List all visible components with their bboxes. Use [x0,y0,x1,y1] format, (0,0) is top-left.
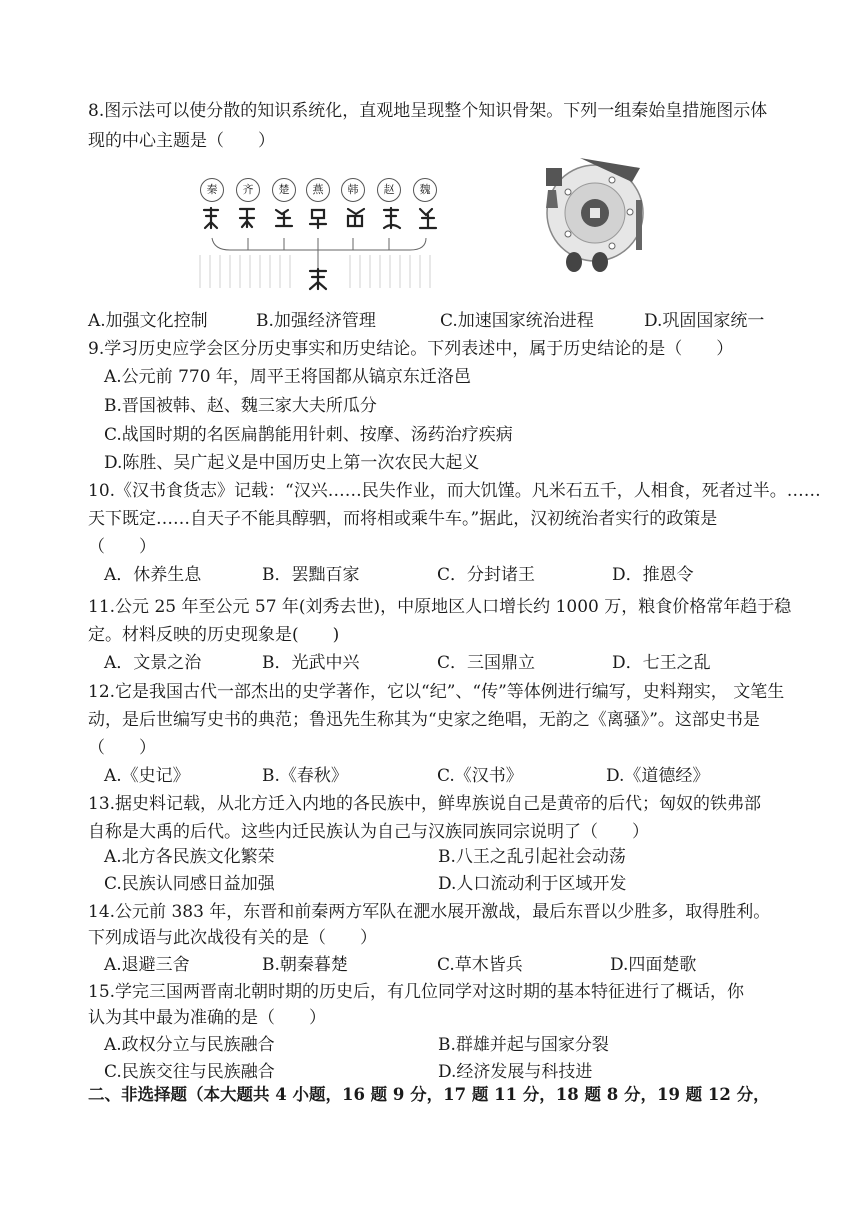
q9-option-c[interactable]: C.战国时期的名医扁鹊能用针刺、按摩、汤药治疗疾病 [104,425,513,445]
q11-option-d[interactable]: D．七王之乱 [612,653,711,673]
q12-option-c[interactable]: C.《汉书》 [437,766,523,786]
q8-option-b[interactable]: B.加强经济管理 [256,311,376,331]
q15-stem-line1: 15.学完三国两晋南北朝时期的历史后，有几位同学对这时期的基本特征进行了概话，你 [88,982,745,1002]
q8-option-a[interactable]: A.加强文化控制 [88,311,208,331]
q10-option-d[interactable]: D．推恩令 [612,565,694,585]
q10-stem-line1: 10.《汉书食货志》记载：“汉兴……民失作业，而大饥馑。凡米石五千，人相食，死者过半。…… [88,481,821,501]
q12-option-a[interactable]: A.《史记》 [104,766,190,786]
q14-stem-line2: 下列成语与此次战役有关的是（ ） [88,928,377,948]
q14-option-c[interactable]: C.草木皆兵 [437,955,523,975]
q14-option-b[interactable]: B.朝秦暮楚 [262,955,348,975]
q12-stem-line2: 动，是后世编写史书的典范；鲁迅先生称其为“史家之绝唱，无韵之《离骚》”。这部史书是 [88,710,760,730]
q13-option-a[interactable]: A.北方各民族文化繁荣 [104,847,275,867]
q10-stem-line2: 天下既定……自天子不能具醇驷，而将相或乘牛车。”据此，汉初统治者实行的政策是 [88,509,718,529]
q13-option-d[interactable]: D.人口流动利于区域开发 [438,874,627,894]
q8-stem-line2: 现的中心主题是（ ） [88,131,275,151]
q9-option-a[interactable]: A.公元前 770 年，周平王将国都从镐京东迁洛邑 [104,367,471,387]
q15-option-a[interactable]: A.政权分立与民族融合 [104,1035,275,1055]
q12-stem-line3: （ ） [88,738,156,758]
q13-option-b[interactable]: B.八王之乱引起社会动荡 [438,847,626,867]
qin-center-glyph [306,266,336,292]
q15-option-c[interactable]: C.民族交往与民族融合 [104,1062,275,1082]
q12-stem-line1: 12.它是我国古代一部杰出的史学著作，它以“纪”、“传”等体例进行编写，史料翔实， 文笔生 [88,682,785,702]
state-seal-wei: 魏 [413,178,437,202]
q9-option-b[interactable]: B.晋国被韩、赵、魏三家大夫所瓜分 [104,396,377,416]
q14-option-d[interactable]: D.四面楚歌 [610,955,697,975]
q11-option-a[interactable]: A．文景之治 [104,653,202,673]
q12-option-b[interactable]: B.《春秋》 [262,766,348,786]
q15-stem-line2: 认为其中最为准确的是（ ） [88,1008,326,1028]
q15-option-d[interactable]: D.经济发展与科技进 [438,1062,593,1082]
state-seal-qin: 秦 [200,178,224,202]
q11-stem-line2: 定。材料反映的历史现象是( ) [88,625,340,645]
q10-option-b[interactable]: B．罢黜百家 [262,565,360,585]
q8-option-c[interactable]: C.加速国家统治进程 [440,311,594,331]
state-seal-chu: 楚 [272,178,296,202]
state-seal-han: 韩 [341,178,365,202]
state-seal-yan: 燕 [306,178,330,202]
q10-option-c[interactable]: C．分封诸王 [437,565,536,585]
q14-option-a[interactable]: A.退避三舍 [104,955,190,975]
figure-unified-standards [540,150,650,275]
q13-stem-line2: 自称是大禹的后代。这些内迁民族认为自己与汉族同族同宗说明了（ ） [88,822,649,842]
q10-option-a[interactable]: A．休养生息 [104,565,202,585]
q15-option-b[interactable]: B.群雄并起与国家分裂 [438,1035,609,1055]
q13-stem-line1: 13.据史料记载，从北方迁入内地的各民族中，鲜卑族说自己是黄帝的后代；匈奴的铁弗部 [88,794,762,814]
q10-stem-line3: （ ） [88,537,156,557]
state-seal-qi: 齐 [236,178,260,202]
q11-option-c[interactable]: C．三国鼎立 [437,653,536,673]
q9-stem: 9.学习历史应学会区分历史事实和历史结论。下列表述中，属于历史结论的是（ ） [88,339,734,359]
state-seal-zhao: 赵 [377,178,401,202]
q11-stem-line1: 11.公元 25 年至公元 57 年(刘秀去世)，中原地区人口增长约 1000 万，粮食价格常年趋于稳 [88,597,792,617]
ancient-script-glyphs [200,204,440,232]
q13-option-c[interactable]: C.民族认同感日益加强 [104,874,275,894]
q14-stem-line1: 14.公元前 383 年，东晋和前秦两方军队在淝水展开激战，最后东晋以少胜多，取得胜利。 [88,902,771,922]
q12-option-d[interactable]: D.《道德经》 [606,766,710,786]
q8-option-d[interactable]: D.巩固国家统一 [644,311,765,331]
q8-stem-line1: 8.图示法可以使分散的知识系统化，直观地呈现整个知识骨架。下列一组秦始皇措施图示体 [88,101,768,121]
q11-option-b[interactable]: B．光武中兴 [262,653,360,673]
section-2-heading: 二、非选择题（本大题共 4 小题，16 题 9 分，17 题 11 分，18 题 8 分，19 题 12 分， [88,1085,770,1104]
q9-option-d[interactable]: D.陈胜、吴广起义是中国历史上第一次农民大起义 [104,453,480,473]
